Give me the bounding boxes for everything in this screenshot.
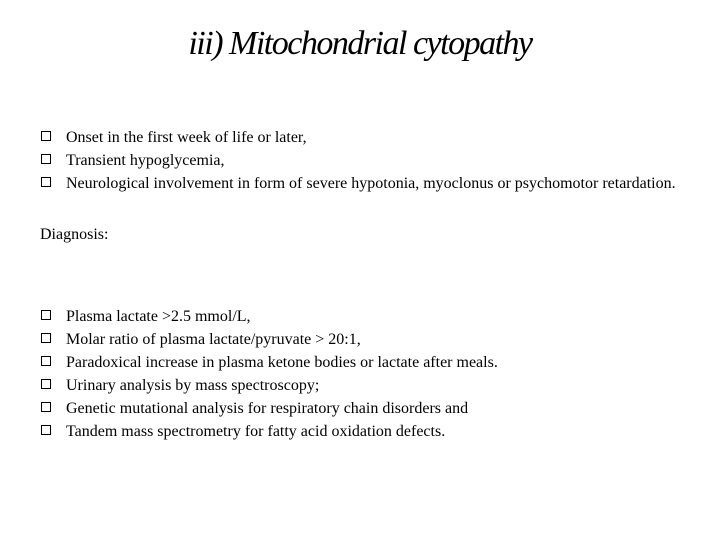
list-item — [40, 149, 690, 172]
checkbox-bullet-icon — [41, 154, 51, 164]
list-item-text: Tandem mass spectrometry for fatty acid oxidation defects. — [66, 423, 446, 440]
list-item-text: Transient hypoglycemia, — [66, 152, 225, 169]
list-item — [40, 328, 690, 351]
list-item-text: Urinary analysis by mass spectroscopy; — [66, 377, 320, 394]
list-item — [40, 351, 690, 374]
list-item-text: Molar ratio of plasma lactate/pyruvate > 20:1, — [66, 331, 361, 348]
list-item-text: Neurological involvement in form of severe hypotonia, myoclonus or psychomotor retardation. — [66, 175, 676, 192]
list-item — [40, 305, 690, 328]
slide-title: iii) Mitochondrial cytopathy — [188, 25, 532, 62]
checkbox-bullet-icon — [41, 356, 51, 366]
features-list — [40, 126, 690, 195]
list-item-text: Plasma lactate >2.5 mmol/L, — [66, 308, 251, 325]
list-item-text: Paradoxical increase in plasma ketone bodies or lactate after meals. — [66, 354, 498, 371]
checkbox-bullet-icon — [41, 333, 51, 343]
list-item-text: Onset in the first week of life or later, — [66, 129, 307, 146]
list-item — [40, 126, 690, 149]
checkbox-bullet-icon — [41, 425, 51, 435]
list-item — [40, 172, 690, 195]
diagnosis-heading: Diagnosis: — [40, 226, 109, 243]
checkbox-bullet-icon — [41, 402, 51, 412]
diagnosis-list — [40, 305, 690, 443]
checkbox-bullet-icon — [41, 177, 51, 187]
checkbox-bullet-icon — [41, 131, 51, 141]
list-item-text: Genetic mutational analysis for respiratory chain disorders and — [66, 400, 469, 417]
checkbox-bullet-icon — [41, 310, 51, 320]
list-item — [40, 420, 690, 443]
list-item — [40, 374, 690, 397]
list-item — [40, 397, 690, 420]
checkbox-bullet-icon — [41, 379, 51, 389]
